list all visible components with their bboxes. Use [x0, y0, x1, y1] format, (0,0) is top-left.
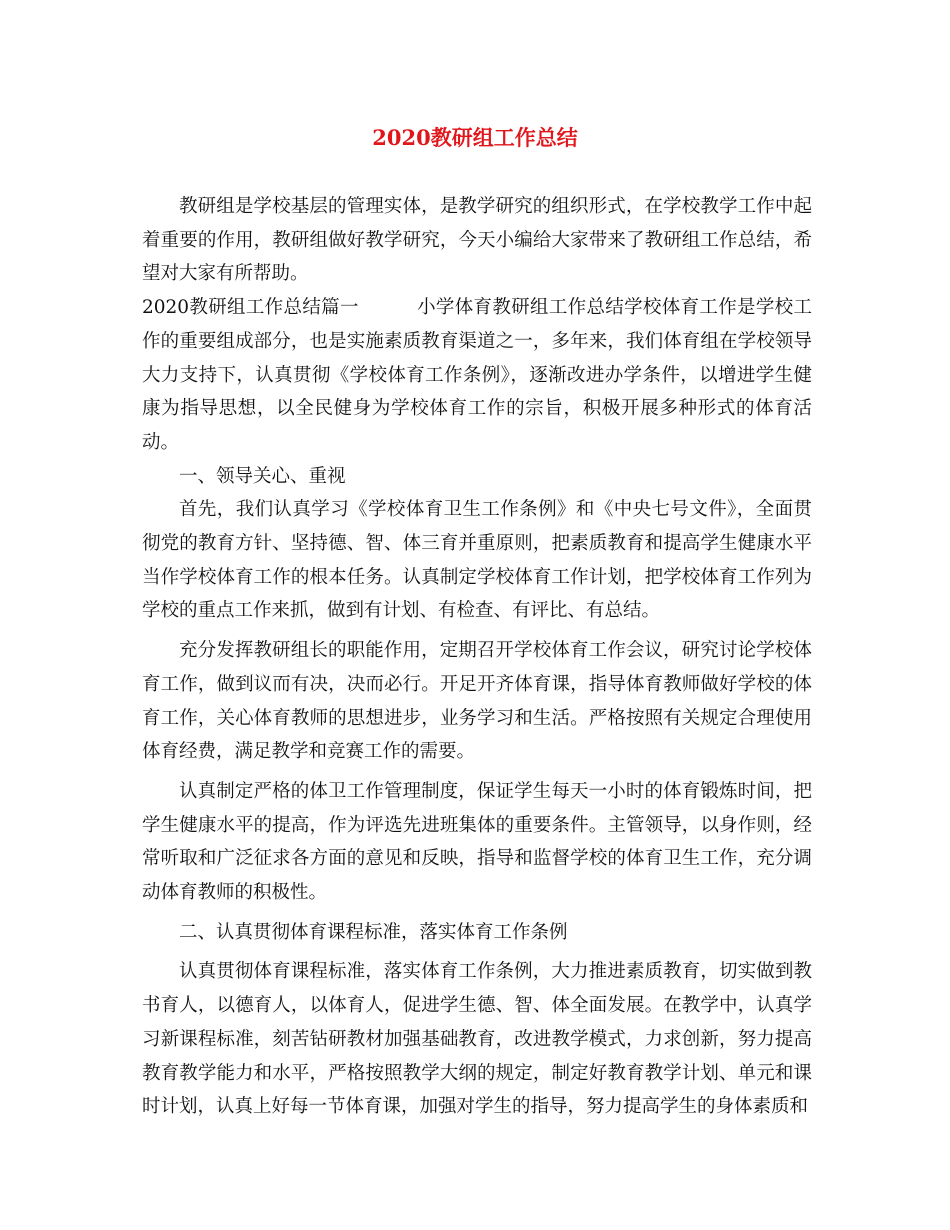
- section2-paragraph-1: 认真贯彻体育课程标准，落实体育工作条例，大力推进素质教育，切实做到教书育人，以德育人，以体育人，促进学生德、智、体全面发展。在教学中，认真学习新课程标准，刻苦钻研教材加强基础教育，改进教学模式，力求创新，努力提高教育教学能力和水平，严格按照教学大纲的规定，制定好教育教学计划、单元和课时计划，认真上好每一节体育课，加强对学生的指导，努力提高学生的身体素质和: [142, 961, 812, 1118]
- section1-paragraph-1: 首先，我们认真学习《学校体育卫生工作条例》和《中央七号文件》，全面贯彻党的教育方针、坚持德、智、体三育并重原则，把素质教育和提高学生健康水平当作学校体育工作的根本任务。认真制定学校体育工作计划，把学校体育工作列为学校的重点工作来抓，做到有计划、有检查、有评比、有总结。: [142, 499, 812, 622]
- document-title: 2020教研组工作总结: [372, 125, 578, 150]
- section-heading-2: 二、认真贯彻体育课程标准，落实体育工作条例: [179, 921, 568, 943]
- article-first-text: 小学体育教研组工作总结学校体育工作是学校工作的重要组成部分，也是实施素质教育渠道之一，多年来，我们体育组在学校领导大力支持下，认真贯彻《学校体育工作条例》，逐渐改进办学条件，以增进学生健康为指导思想，以全民健身为学校体育工作的宗旨，积极开展多种形式的体育活动。: [142, 297, 812, 453]
- article-first-paragraph: [142, 291, 812, 460]
- article-label: 2020教研组工作总结篇一: [142, 297, 359, 319]
- section1-paragraph-2: 充分发挥教研组长的职能作用，定期召开学校体育工作会议，研究讨论学校体育工作，做到议而有决，决而必行。开足开齐体育课，指导体育教师做好学校的体育工作，关心体育教师的思想进步，业务学习和生活。严格按照有关规定合理使用体育经费，满足教学和竞赛工作的需要。: [142, 640, 812, 763]
- section-heading-1: 一、领导关心、重视: [179, 465, 346, 487]
- document-body: [142, 190, 812, 1124]
- intro-paragraph: 教研组是学校基层的管理实体，是教学研究的组织形式，在学校教学工作中起着重要的作用，教研组做好教学研究，今天小编给大家带来了教研组工作总结，希望对大家有所帮助。: [142, 196, 812, 285]
- section1-paragraph-3: 认真制定严格的体卫工作管理制度，保证学生每天一小时的体育锻炼时间，把学生健康水平的提高，作为评选先进班集体的重要条件。主管领导，以身作则，经常听取和广泛征求各方面的意见和反映，指导和监督学校的体育卫生工作，充分调动体育教师的积极性。: [142, 780, 812, 904]
